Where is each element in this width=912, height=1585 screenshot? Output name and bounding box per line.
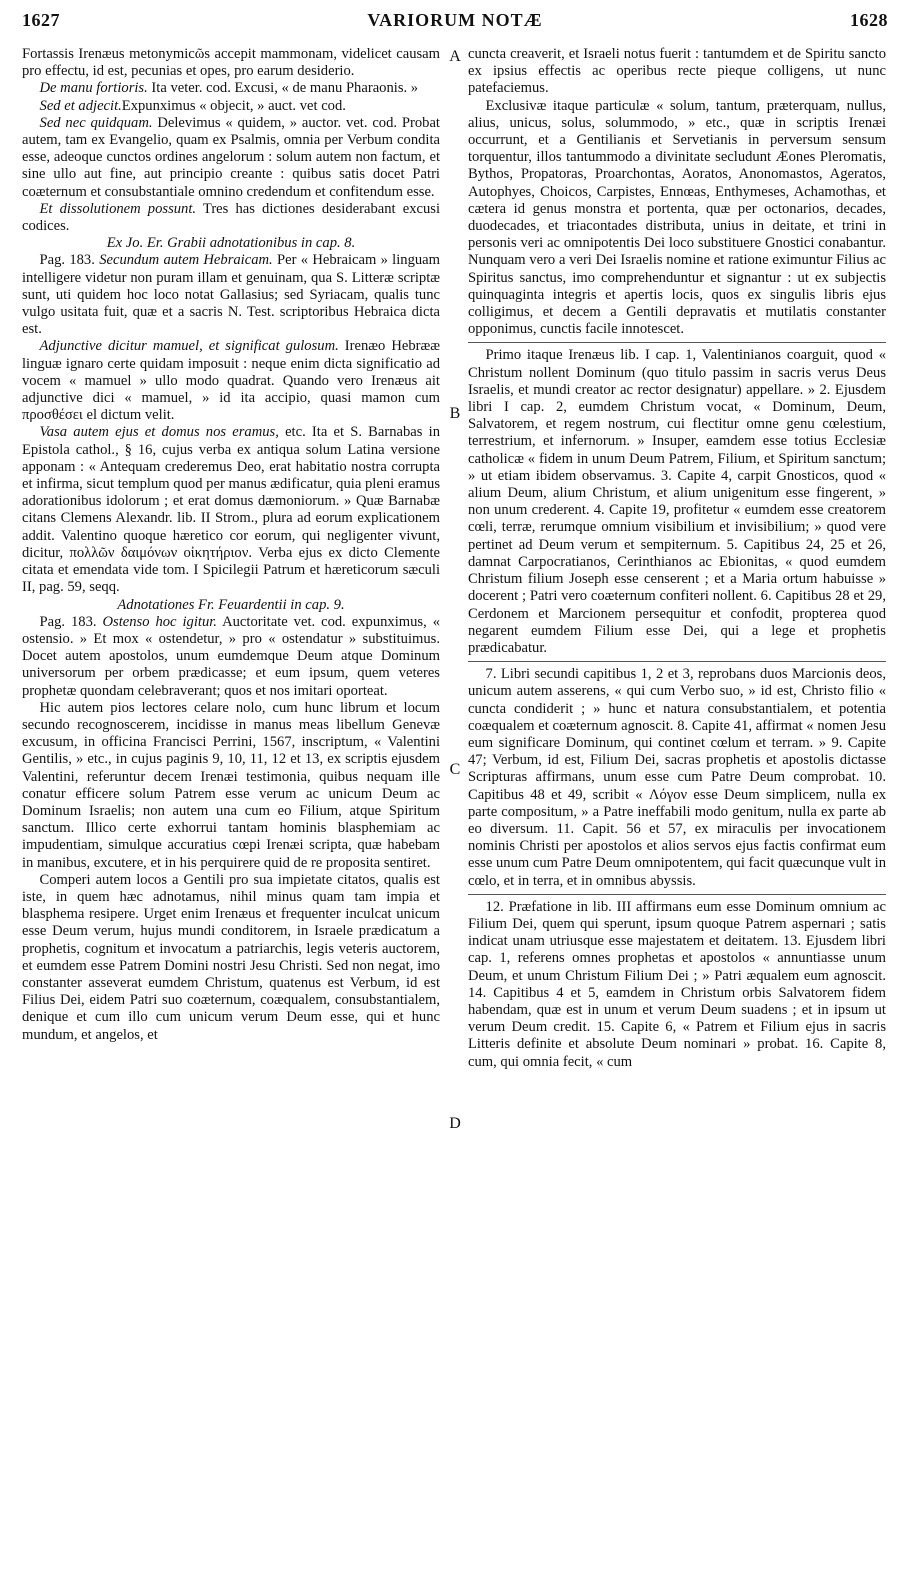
note-text: Irenæo Hebrææ linguæ ignaro certe quidam imposuit : neque enim dicta significatio ad vocem « mamuel » ullo modo quadrat. Quando vero Irenæus ait adjunctive dici « mamuel, » id ita accipio, quasi mamon cum προσθέσει el dictum velit. <box>22 338 440 424</box>
divider <box>468 342 886 343</box>
divider <box>468 894 886 895</box>
lemma: De manu fortioris. <box>39 80 148 97</box>
paragraph: Hic autem pios lectores celare nolo, cum hunc librum et locum secundo recognoscerem, incidisse in manus meas libellum Genevæ excusum, in officina Francisci Perrini, 1567, inscriptum, « Valentini Gentilis, » etc., in cujus paginis 9, 10, 11, 12 et 13, ex scriptis ejusdem Valentini, referuntur decem Irenæi testimonia, quibus nequam ille conatur efficere solum Patrem esse verum ac unicum Deum ac Dominum Israelis; non autem una cum eo Filium, atque Spiritum sanctum. Illico certe exhorrui tantam hominis blasphemiam ac impudentiam, simulque accuratius cœpi Irenæi scripta, quæ habebam in manibus, excutere, et in his perquirere quid de re proposita sentiret. <box>22 699 440 871</box>
margin-letter-c: C <box>449 761 461 778</box>
lemma: Secundum autem Hebraicam. <box>99 252 273 269</box>
note-paragraph <box>22 115 440 201</box>
note-paragraph <box>22 98 440 115</box>
lemma: Et dissolutionem possunt. <box>39 200 197 217</box>
right-column <box>468 46 886 1071</box>
margin-letter-b: B <box>449 405 461 422</box>
note-text: Expunximus « objecit, » auct. vet cod. <box>121 97 346 114</box>
paragraph: Primo itaque Irenæus lib. I cap. 1, Valentinianos coarguit, quod « Christum nollent Dominum (quo titulo passim in sacris verus Deus Israelis, et mundi creator ac rector designatur) appellare. » 2. Ejusdem libri I cap. 2, eumdem Christum vocat, « Dominum, Deum, Salvatorem, et regem nostrum, cui flectitur omne genu cœlestium, terrestrium, et infernorum. » Insuper, eamdem esse totius Ecclesiæ catholicæ « fidem in unum Deum Patrem, Filium, et Spiritum sanctum; » ut etiam ibidem observamus. 3. Capite 4, carpit Gnosticos, quod « alium Deum, alium Christum, et alium unigenitum esse fingerent, » non unum crederent. 4. Capite 19, profitetur « eumdem esse creatorem cœli, terræ, rerumque omnium visibilium et invisibilium; » quod vere pertinet ad Deum verum et sempiternum. 5. Capitibus 24, 25 et 26, damnat Carpocratianos, Cerinthianos ac Ebionitas, « quod eumdem Christum filium Joseph esse censerent ; et a Maria ortum habuisse » docerent ; Patri vero coæternum confiteri nollent. 6. Capitibus 28 et 29, Cerdonem et Marcionem persequitur et confodit, propterea quod negarent eumdem Filium esse Dei, qui a lege et prophetis prædicabatur. <box>468 347 886 656</box>
lemma: Vasa autem ejus et domus nos eramus, <box>39 424 279 441</box>
left-column <box>22 46 440 1044</box>
note-paragraph <box>22 201 440 235</box>
running-title: VARIORUM NOTÆ <box>367 10 543 30</box>
note-paragraph <box>22 338 440 424</box>
section-heading: Adnotationes Fr. Feuardentii in cap. 9. <box>117 596 345 613</box>
lemma: Ostenso hoc igitur. <box>102 613 217 630</box>
paragraph: cuncta creaverit, et Israeli notus fuerit : tantumdem et de Spiritu sancto ex ipsius effectis ac operibus recte pieque colligens, ut nunc patefaciemus. <box>468 46 886 97</box>
note-text: Tres has dictiones desiderabant excusi codices. <box>22 200 440 235</box>
section-heading: Ex Jo. Er. Grabii adnotationibus in cap. 8. <box>106 235 356 252</box>
paragraph: Fortassis Irenæus metonymicῶs accepit mammonam, videlicet causam pro effectu, id est, pecunias et opes, pro earum desiderio. <box>22 46 440 80</box>
paragraph: Comperi autem locos a Gentili pro sua impietate citatos, qualis est iste, in quem hæc adnotamus, nihil minus quam tam impia et blasphema resipere. Urget enim Irenæus et frequenter inculcat unicum esse Deum verum, hujus mundi conditorem, in Israele prædicatum a prophetis, cognitum et invocatum a patriarchis, legis veteris auctorem, et eumdem esse Patrem Domini nostri Jesu Christi. Sed non negat, imo constanter asseverat eumdem Christum, quatenus est Verbum, id est Filius Dei, eidem Patri suo coæternum, coæqualem, consubstantialem, denique et cum illo cum unicum verum Deum esse, qui et hunc mundum, et angelos, et <box>22 871 440 1043</box>
margin-letter-a: A <box>449 48 461 65</box>
note-paragraph <box>22 252 440 338</box>
paragraph: 7. Libri secundi capitibus 1, 2 et 3, reprobans duos Marcionis deos, unicum autem asserens, « qui cum Verbo suo, » id est, Christo filio « cuncta condiderit ; » hunc et natura consubstantialem, et potentia coæqualem et coæternum agnoscit. 8. Capite 41, affirmat « nomen Jesu eum significare Dominum, qui continet cœlum et terram. » 9. Capite 47; Verbum, id est, Filium Dei, sacras prophetis et apostolis dictasse Scripturas affirmans, unum esse cum Patre Deum comprobat. 10. Capitibus 48 et 49, scribit « Λόγον esse Deum simplicem, nulla ex parte compositum, » a Patre ineffabili modo genitum, nulla ex parte ab eo diversum. 11. Capit. 56 et 57, ex miraculis per invocationem nominis Christi per apostolos et alios servos ejus factis confirmat eum esse unum cum Patre Deum omnipotentem, qui facit quæcunque vult in cœlo, et in terra, et in omnibus abyssis. <box>468 666 886 889</box>
note-paragraph <box>22 424 440 596</box>
paragraph: Exclusivæ itaque particulæ « solum, tantum, præterquam, nullus, alius, unicus, solus, solummodo, » etc., quæ in scriptis Irenæi occurrunt, et a Gentilianis et Servetianis in perversum sensum torquentur, illos tantummodo a divinitate secludunt Æones Pleromatis, Bythos, Propatoras, Proarchontas, Aoratos, Anonomastos, Ageratos, Autophyes, Choicos, Carpistes, Ennœas, Enthymeses, Achamothas, et cætera id genus monstra et portenta, quæ per octonarios, decades, duodecades, et triacontades distributa, unius in deitate, et trini in personis veri ac omnipotentis Dei loco substituere Gnostici conabantur. Nunquam vero a veri Dei Israelis nomine et ratione eximuntur Filius ac Spiritus sanctus, imo comprehenduntur et signantur : ut ex subjectis quinquaginta integris et apertis locis, quos ex singulis libris ejus colligimus, et decem a Gentili depravatis et mutilatis constanter opponimus, cunctis facile innotescet. <box>468 97 886 338</box>
note-text: etc. Ita et S. Barnabas in Epistola cathol., § 16, cujus verba ex antiqua solum Latina versione apponam : « Antequam crederemus Deo, erat habitatio nostra corrupta et infirma, sicut templum quod per manus ædificatur, quia pleni eramus adorationibus idolorum ; et erat domus dæmoniorum. » Quæ Barnabæ citans Clemens Alexandr. lib. II Strom., plura ad eorum explicationem addit. Valentino quoque hæretico cor eorum, qui negligenter vivunt, dicitur, πολλῶν δαιμόνων οἰκητήριον. Verba ejus ex dicto Clemente citata et emendata vide tom. I Spicilegii Patrum et hæreticorum sæculi II, pag. 59, seqq. <box>22 424 440 596</box>
page-ref: Pag. 183. <box>39 613 97 630</box>
note-text: Delevimus « quidem, » auctor. vet. cod. Probat autem, tam ex Evangelio, quam ex Psalmis, omnia per Verbum condita esse, adeoque cunctos ordines angelorum : solum autem non factum, et sine ullo aut fine, aut principio creante : quibus satis docet Patri coæternum et consubstantiale omnino credendum et confitendum esse. <box>22 114 440 200</box>
note-paragraph <box>22 80 440 97</box>
page-number-left: 1627 <box>22 10 60 30</box>
note-text: Per « Hebraicam » linguam intelligere videtur non puram illam et genuinam, qua S. Litteræ scriptæ sunt, uti quidem hoc loco notat Gallasius; sed Syriacam, qualis tunc vulgo usitata fuit, quæ et a sacris N. Test. scriptoribus Hebraica dicta est. <box>22 252 441 338</box>
page-ref: Pag. 183. <box>39 252 95 269</box>
lemma: Sed et adjecit. <box>39 97 122 114</box>
note-text: Ita veter. cod. Excusi, « de manu Pharaonis. » <box>151 80 419 97</box>
note-text: Auctoritate vet. cod. expunximus, « ostensio. » Et mox « ostendetur, » pro « ostendatur » substituimus. Docet autem apostolos, unum eumdemque Deum atque Dominum universorum per orbem prædicasse; et eum ipsum, quem veteres prophetæ quondam celebraverant; quos et nos imitari oporteat. <box>22 613 440 699</box>
divider <box>468 661 886 662</box>
margin-letter-d: D <box>449 1115 461 1132</box>
lemma: Adjunctive dicitur mamuel, et significat gulosum. <box>39 338 339 355</box>
note-paragraph <box>22 614 440 700</box>
paragraph: 12. Præfatione in lib. III affirmans eum esse Dominum omnium ac Filium Dei, quem qui sperunt, ipsum quoque Patrem aspernari ; satis indicat unam utriusque esse majestatem et deitatem. 13. Ejusdem libri cap. 1, referens omnes prophetas et apostolos « annuntiasse unum Deum, et unum Christum Filium Dei ; » Patri æqualem eum agnoscit. 14. Capitibus 4 et 5, eamdem in Christum orbis Salvatorem fidem habendam, quæ est in unum et verum Deum suadens ; et in ipsum ut verum Deum credit. 15. Capite 6, « Patrem et Filium ejus in sacris Litteris definite et absolute Deum nominari » probat. 16. Capite 8, cum, qui omnia fecit, « cum <box>468 898 886 1070</box>
lemma: Sed nec quidquam. <box>39 114 153 131</box>
page-number-right: 1628 <box>850 10 888 30</box>
running-header <box>22 10 888 34</box>
